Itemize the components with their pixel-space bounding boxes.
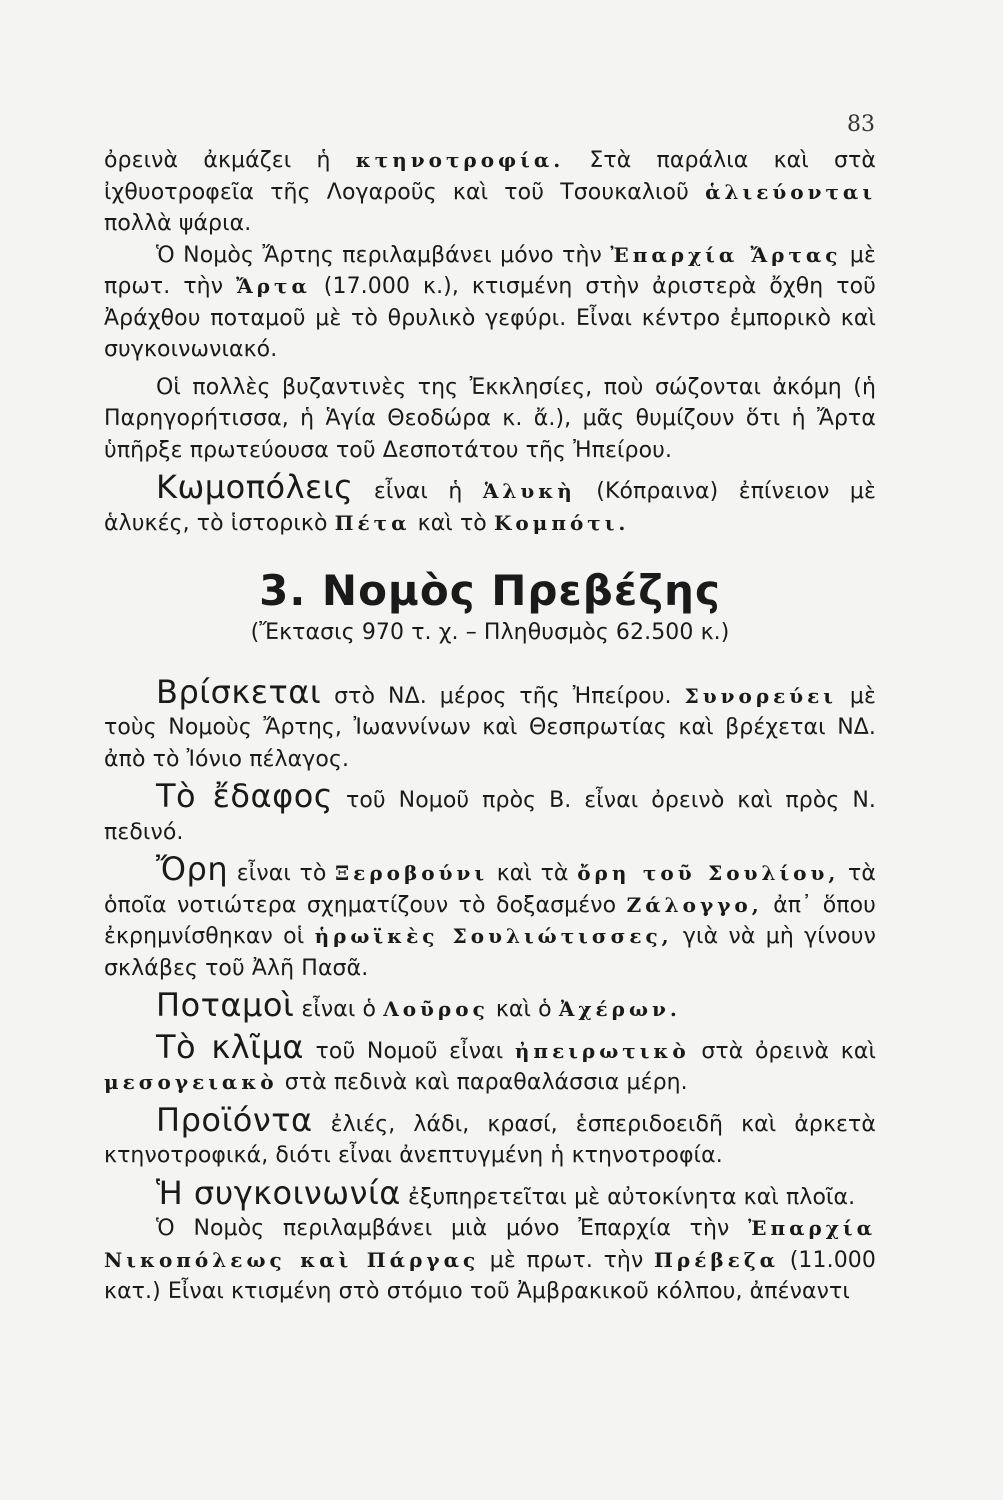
emphasis-term: ἠπειρωτικὸ [514,1038,690,1063]
emphasis-term: μεσογειακὸ [104,1070,278,1094]
emphasis-term: Ἁλυκὴ [482,479,576,503]
section-lead-word: Προϊόντα [156,1100,313,1139]
paragraph-products: Προϊόντα ἐλιές, λάδι, κρασί, ἑσπεριδοειδῆ καὶ ἀρκετὰ κτηνοτροφικά, διότι εἶναι ἀνεπτυγμένη ἡ κτηνοτροφία. [104,1100,876,1168]
section-lead-word: Ὄρη [156,850,229,888]
emphasis-term: Ἄρτα [236,274,311,298]
section-subheading: (Ἔκτασις 970 τ. χ. – Πληθυσμὸς 62.500 κ.) [250,620,730,645]
emphasis-term: κτηνοτροφία. [355,148,565,172]
emphasis-term: Λοῦρος [383,997,489,1021]
section-lead-word: Ποταμοὶ [156,986,295,1024]
paragraph-rivers: Ποταμοὶ εἶναι ὁ Λοῦρος καὶ ὁ Ἀχέρων. [156,986,681,1024]
paragraph-towns: Κωμοπόλεις εἶναι ἡ Ἁλυκὴ (Κόπραινα) ἐπίνειον μὲ ἁλυκές, τὸ ἱστορικὸ Πέτα καὶ τὸ Κομπότι. [104,468,876,536]
section-lead-word: Ἡ συγκοινωνία [156,1173,401,1212]
paragraph-transport: Ἡ συγκοινωνία ἐξυπηρετεῖται μὲ αὐτοκίνητα καὶ πλοῖα. [156,1173,856,1212]
emphasis-term: Κομπότι. [493,510,630,535]
emphasis-term: Ζάλογγο, [626,892,763,917]
section-lead-word: Τὸ ἔδαφος [156,777,334,815]
emphasis-term: Ἀχέρων. [558,997,681,1021]
emphasis-term: Ἐπαρχία Νικοπόλεως καὶ Πάργας [104,1216,876,1272]
paragraph-preveza-province: Ὁ Νομὸς περιλαμβάνει μιὰ μόνο Ἐπαρχία τὴν Ἐπαρχία Νικοπόλεως καὶ Πάργας μὲ πρωτ. τὴν Πρέβεζα (11.000 κατ.) Εἶναι κτισμένη στὸ στόμιο τοῦ Ἀμβρακικοῦ κόλπου, ἀπέναντι [104,1216,876,1304]
emphasis-term: Πέτα [334,510,411,535]
section-lead-word: Τὸ κλῖμα [156,1027,304,1066]
paragraph-byzantine-churches: Οἱ πολλὲς βυζαντινὲς της Ἐκκλησίες, ποὺ σώζονται ἀκόμη (ἡ Παρηγορήτισσα, ἡ Ἁγία Θεοδώρα κ. ἄ.), μᾶς θυμίζουν ὅτι ἡ Ἄρτα ὑπῆρξε πρωτεύουσα τοῦ Δεσποτάτου τῆς Ἠπείρου. [104,374,876,463]
section-lead-word: Βρίσκεται [156,672,322,711]
paragraph-terrain: Τὸ ἔδαφος τοῦ Νομοῦ πρὸς Β. εἶναι ὀρεινὸ καὶ πρὸς Ν. πεδινό. [104,777,876,845]
paragraph-climate: Τὸ κλῖμα τοῦ Νομοῦ εἶναι ἠπειρωτικὸ στὰ ὀρεινὰ καὶ μεσογειακὸ στὰ πεδινὰ καὶ παραθαλάσσια μέρη. [104,1027,876,1095]
paragraph-arta-prefecture: Ὁ Νομὸς Ἄρτης περιλαμβάνει μόνο τὴν Ἐπαρχία Ἄρτας μὲ πρωτ. τὴν Ἄρτα (17.000 κ.), κτισμένη στὴν ἀριστερὰ ὄχθη τοῦ Ἀράχθου ποταμοῦ μὲ τὸ θρυλικὸ γεφύρι. Εἶναι κέντρο ἐμπορικὸ καὶ συγκοινωνιακό. [104,242,877,362]
paragraph-mountains: Ὄρη εἶναι τὸ Ξεροβούνι καὶ τὰ ὄρη τοῦ Σουλίου, τὰ ὁποῖα νοτιώτερα σχηματίζουν τὸ δοξασμένο Ζάλογγο, ἀπ᾽ ὅπου ἐκρημνίσθηκαν οἱ ἡρωϊκὲς Σουλιώτισσες, γιὰ νὰ μὴ γίνουν σκλάβες τοῦ Ἀλῆ Πασᾶ. [104,850,876,981]
paragraph-location: Βρίσκεται στὸ ΝΔ. μέρος τῆς Ἠπείρου. Συνορεύει μὲ τοὺς Νομοὺς Ἄρτης, Ἰωαννίνων καὶ Θεσπρωτίας καὶ βρέχεται ΝΔ. ἀπὸ τὸ Ἰόνιο πέλαγος. [104,672,876,772]
emphasis-term: Πρέβεζα [654,1247,780,1272]
emphasis-term: ἡρωϊκὲς Σουλιώτισσες, [314,924,673,948]
page-number: 83 [847,112,875,137]
emphasis-term: ὄρη τοῦ Σουλίου, [577,861,840,885]
page-text [104,145,876,1308]
emphasis-term: ἁλιεύονται [705,179,876,204]
paragraph-livestock: ὀρεινὰ ἀκμάζει ἡ κτηνοτροφία. Στὰ παράλια καὶ στὰ ἰχθυοτροφεῖα τῆς Λογαροῦς καὶ τοῦ Τσουκαλιοῦ ἁλιεύονται πολλὰ ψάρια. [104,148,876,236]
section-heading: 3. Νομὸς Πρεβέζης [259,566,721,615]
emphasis-term: Ἐπαρχία Ἄρτας [610,242,842,267]
emphasis-term: Συνορεύει [684,683,837,708]
section-lead-word: Κωμοπόλεις [156,468,354,506]
emphasis-term: Ξεροβούνι [335,861,489,885]
